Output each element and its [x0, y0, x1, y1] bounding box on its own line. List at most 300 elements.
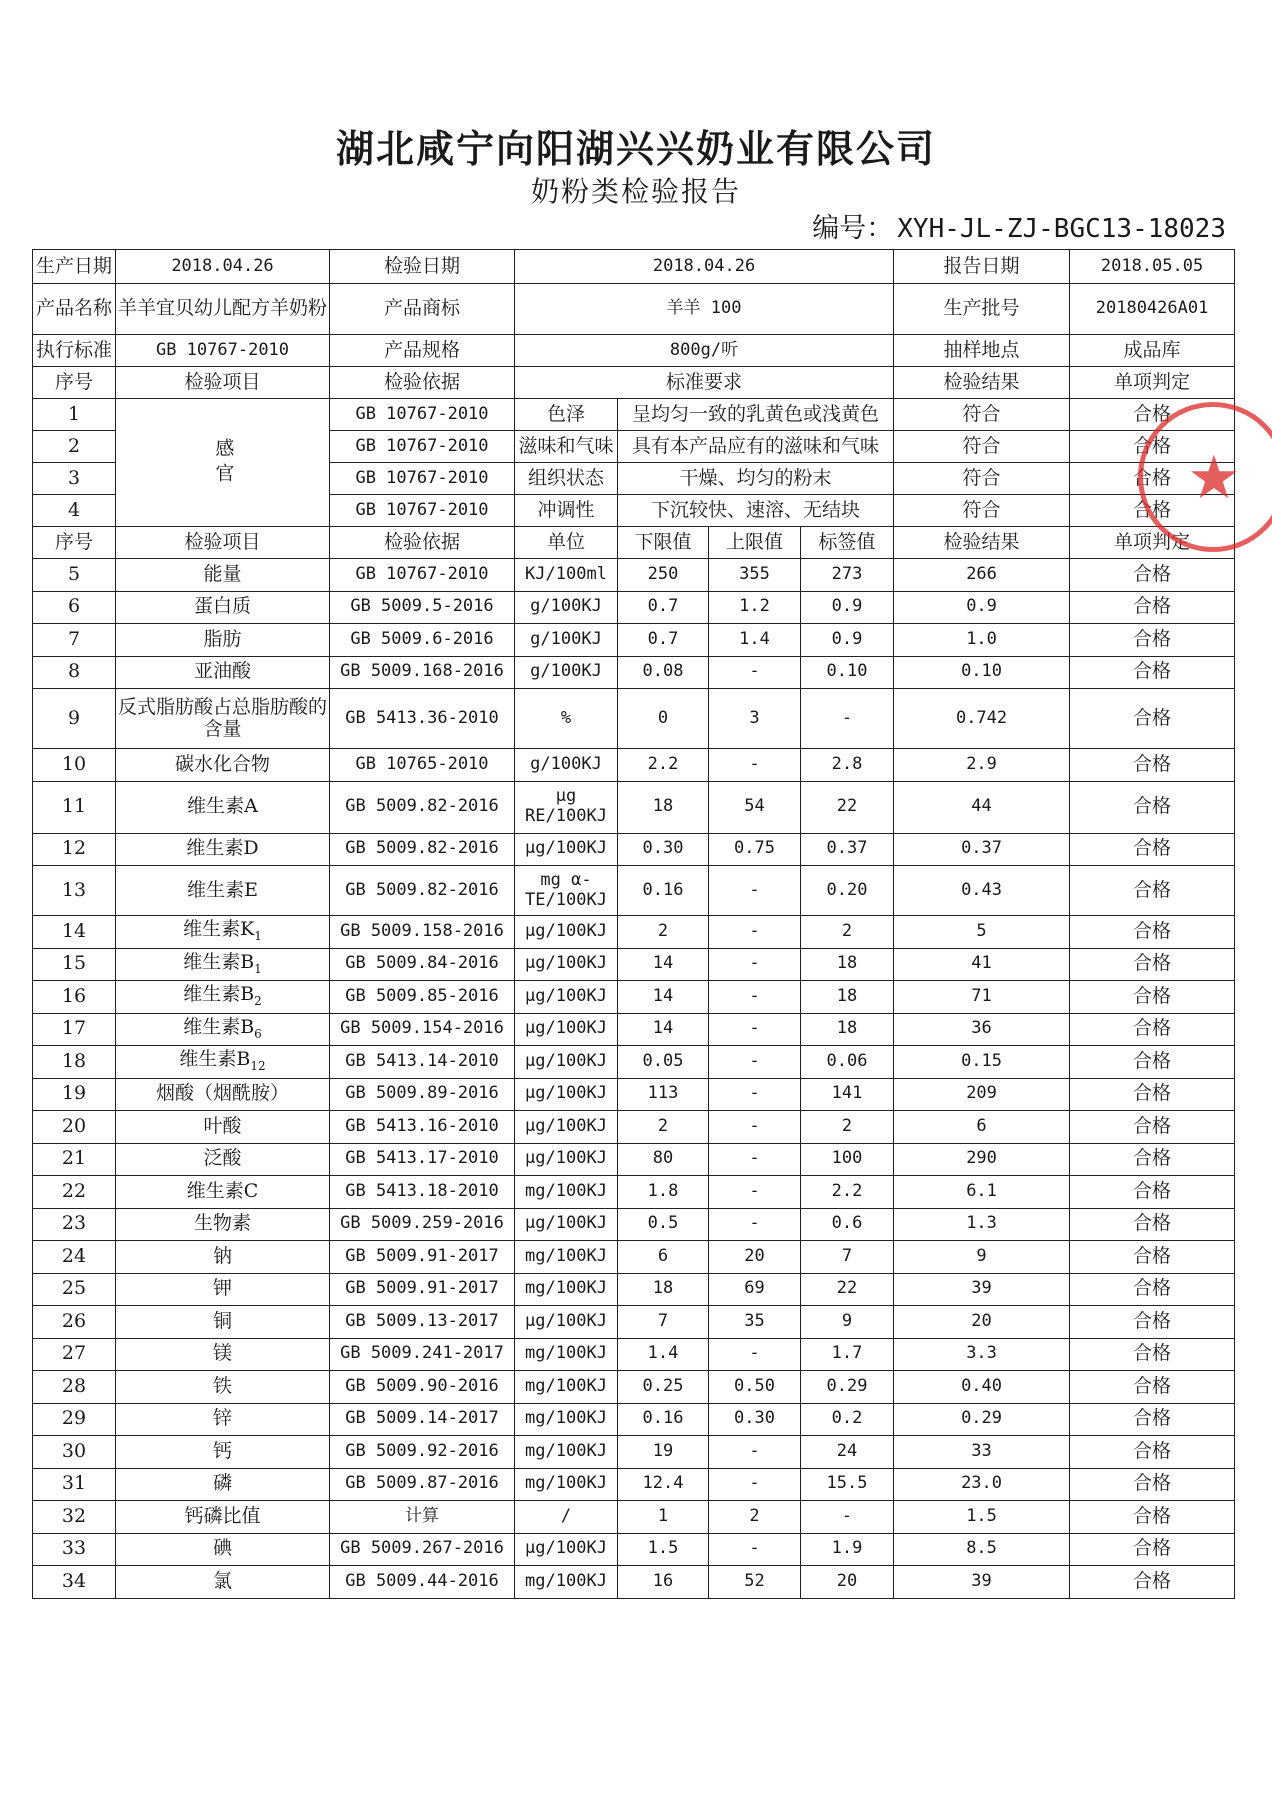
unit: mg α-TE/100KJ — [515, 866, 618, 916]
judgement: 合格 — [1070, 1273, 1235, 1306]
nutrient-row — [33, 1468, 1235, 1501]
label-value: 0.29 — [801, 1371, 894, 1404]
judgement: 合格 — [1070, 431, 1235, 463]
test-item-name: 蛋白质 — [193, 595, 251, 618]
test-result: 0.37 — [894, 833, 1070, 866]
test-result: 0.15 — [894, 1046, 1070, 1079]
test-basis: GB 10767-2010 — [330, 559, 515, 592]
nutrient-row — [33, 916, 1235, 949]
test-item — [116, 1208, 330, 1241]
nutrient-row — [33, 656, 1235, 689]
row-number: 27 — [33, 1338, 116, 1371]
unit: μg/100KJ — [515, 1078, 618, 1111]
test-result: 266 — [894, 559, 1070, 592]
judgement: 合格 — [1070, 749, 1235, 782]
upper-limit: - — [709, 981, 801, 1014]
row-number: 24 — [33, 1241, 116, 1274]
judgement: 合格 — [1070, 1241, 1235, 1274]
nutrient-row — [33, 1273, 1235, 1306]
lower-limit: 14 — [618, 981, 709, 1014]
test-basis: GB 5009.158-2016 — [330, 916, 515, 949]
test-basis: GB 5009.92-2016 — [330, 1436, 515, 1469]
test-item — [116, 1436, 330, 1469]
test-item-name: 亚油酸 — [193, 660, 251, 683]
test-result: 9 — [894, 1241, 1070, 1274]
upper-limit: - — [709, 656, 801, 689]
company-name: 湖北咸宁向阳湖兴兴奶业有限公司 — [335, 126, 936, 171]
row-number: 6 — [33, 591, 116, 624]
nutrient-row — [33, 1371, 1235, 1404]
test-item-name: 碘 — [212, 1537, 232, 1560]
test-basis: GB 5413.14-2010 — [330, 1046, 515, 1079]
test-item-name: 反式脂肪酸占总脂肪酸的含量 — [118, 695, 328, 740]
judgement: 合格 — [1070, 981, 1235, 1014]
test-item-name: 铁 — [212, 1374, 232, 1397]
upper-limit: - — [709, 749, 801, 782]
test-item — [116, 1273, 330, 1306]
test-item — [116, 624, 330, 657]
test-basis: GB 5009.84-2016 — [330, 948, 515, 981]
judgement: 合格 — [1070, 559, 1235, 592]
test-item-name: 钠 — [212, 1244, 232, 1267]
label-value: 2 — [801, 916, 894, 949]
label-value: 0.06 — [801, 1046, 894, 1079]
label-value: 141 — [801, 1078, 894, 1111]
upper-limit: 0.75 — [709, 833, 801, 866]
test-basis: GB 5009.5-2016 — [330, 591, 515, 624]
nutrient-row — [33, 981, 1235, 1014]
header-cell: 检验项目 — [116, 527, 330, 559]
unit: g/100KJ — [515, 624, 618, 657]
row-number: 21 — [33, 1143, 116, 1176]
header-cell: 单项判定 — [1070, 527, 1235, 559]
test-item-name: 维生素D — [186, 837, 259, 860]
test-result: 39 — [894, 1273, 1070, 1306]
info-row — [33, 335, 1235, 367]
nutrient-row — [33, 866, 1235, 916]
nutrient-row — [33, 1566, 1235, 1599]
judgement: 合格 — [1070, 1566, 1235, 1599]
row-number: 31 — [33, 1468, 116, 1501]
judgement: 合格 — [1070, 948, 1235, 981]
info-label: 检验日期 — [330, 250, 515, 284]
test-item — [116, 1371, 330, 1404]
test-basis: GB 10767-2010 — [330, 495, 515, 527]
lower-limit: 14 — [618, 1013, 709, 1046]
upper-limit: 355 — [709, 559, 801, 592]
test-basis: GB 10767-2010 — [330, 463, 515, 495]
upper-limit: 0.50 — [709, 1371, 801, 1404]
test-item — [116, 1306, 330, 1339]
nutrient-row — [33, 1338, 1235, 1371]
row-number: 15 — [33, 948, 116, 981]
judgement: 合格 — [1070, 1111, 1235, 1144]
lower-limit: 18 — [618, 781, 709, 833]
upper-limit: 54 — [709, 781, 801, 833]
test-item-subscript: 12 — [250, 1059, 266, 1074]
test-basis: GB 5009.154-2016 — [330, 1013, 515, 1046]
label-value: 18 — [801, 981, 894, 1014]
test-result: 符合 — [894, 463, 1070, 495]
upper-limit: 0.30 — [709, 1403, 801, 1436]
test-result: 符合 — [894, 399, 1070, 431]
judgement: 合格 — [1070, 833, 1235, 866]
unit: μg/100KJ — [515, 1208, 618, 1241]
lower-limit: 19 — [618, 1436, 709, 1469]
judgement: 合格 — [1070, 1436, 1235, 1469]
info-value: GB 10767-2010 — [116, 335, 330, 367]
judgement: 合格 — [1070, 1208, 1235, 1241]
test-result: 符合 — [894, 431, 1070, 463]
judgement: 合格 — [1070, 1403, 1235, 1436]
test-basis: GB 5009.82-2016 — [330, 833, 515, 866]
lower-limit: 18 — [618, 1273, 709, 1306]
label-value: 1.7 — [801, 1338, 894, 1371]
nutrient-row — [33, 1241, 1235, 1274]
info-label: 产品规格 — [330, 335, 515, 367]
test-item-name: 维生素B — [183, 950, 255, 973]
nutrient-row — [33, 1403, 1235, 1436]
upper-limit: 3 — [709, 689, 801, 749]
lower-limit: 16 — [618, 1566, 709, 1599]
unit: g/100KJ — [515, 656, 618, 689]
sensory-requirement: 下沉较快、速溶、无结块 — [618, 495, 894, 527]
upper-limit: 2 — [709, 1501, 801, 1534]
test-item-name: 维生素A — [187, 795, 258, 818]
test-basis: GB 5413.17-2010 — [330, 1143, 515, 1176]
info-value: 20180426A01 — [1070, 284, 1235, 335]
test-item — [116, 1533, 330, 1566]
header-cell: 检验结果 — [894, 527, 1070, 559]
judgement: 合格 — [1070, 1306, 1235, 1339]
lower-limit: 14 — [618, 948, 709, 981]
header-cell: 下限值 — [618, 527, 709, 559]
test-item — [116, 559, 330, 592]
test-basis: GB 10765-2010 — [330, 749, 515, 782]
row-number: 29 — [33, 1403, 116, 1436]
label-value: 2 — [801, 1111, 894, 1144]
sensory-attribute: 滋味和气味 — [515, 431, 618, 463]
upper-limit: - — [709, 1208, 801, 1241]
lower-limit: 0.5 — [618, 1208, 709, 1241]
info-value: 羊羊宜贝幼儿配方羊奶粉 — [116, 284, 330, 335]
test-basis: GB 5413.18-2010 — [330, 1176, 515, 1209]
label-value: 18 — [801, 948, 894, 981]
row-number: 18 — [33, 1046, 116, 1079]
row-number: 8 — [33, 656, 116, 689]
test-item — [116, 591, 330, 624]
row-number: 2 — [33, 431, 116, 463]
nutrient-row — [33, 1176, 1235, 1209]
test-basis: GB 5009.91-2017 — [330, 1241, 515, 1274]
test-result: 1.5 — [894, 1501, 1070, 1534]
upper-limit: 35 — [709, 1306, 801, 1339]
unit: mg/100KJ — [515, 1436, 618, 1469]
header-cell: 上限值 — [709, 527, 801, 559]
test-item-name: 维生素C — [186, 1179, 259, 1202]
judgement: 合格 — [1070, 1338, 1235, 1371]
upper-limit: - — [709, 948, 801, 981]
header-cell: 序号 — [33, 527, 116, 559]
test-item-name: 镁 — [212, 1342, 232, 1365]
test-basis: GB 5009.13-2017 — [330, 1306, 515, 1339]
test-item-name: 锌 — [212, 1407, 232, 1430]
test-item-subscript: 1 — [254, 961, 262, 976]
row-number: 32 — [33, 1501, 116, 1534]
unit: mg/100KJ — [515, 1176, 618, 1209]
label-value: 7 — [801, 1241, 894, 1274]
info-value: 2018.05.05 — [1070, 250, 1235, 284]
report-title: 奶粉类检验报告 — [530, 175, 741, 208]
test-result: 3.3 — [894, 1338, 1070, 1371]
info-label: 报告日期 — [894, 250, 1070, 284]
info-value: 成品库 — [1070, 335, 1235, 367]
unit: μg/100KJ — [515, 948, 618, 981]
row-number: 23 — [33, 1208, 116, 1241]
test-result: 44 — [894, 781, 1070, 833]
test-basis: GB 5009.90-2016 — [330, 1371, 515, 1404]
row-number: 28 — [33, 1371, 116, 1404]
unit: g/100KJ — [515, 749, 618, 782]
test-item-name: 钙磷比值 — [184, 1504, 261, 1527]
test-basis: GB 10767-2010 — [330, 431, 515, 463]
label-value: 0.9 — [801, 624, 894, 657]
upper-limit: - — [709, 1046, 801, 1079]
test-item — [116, 1013, 330, 1046]
test-item-name: 维生素B — [183, 1015, 255, 1038]
upper-limit: - — [709, 1143, 801, 1176]
label-value: 2.2 — [801, 1176, 894, 1209]
test-basis: GB 10767-2010 — [330, 399, 515, 431]
test-result: 209 — [894, 1078, 1070, 1111]
sensory-requirement: 呈均匀一致的乳黄色或浅黄色 — [618, 399, 894, 431]
test-item-name: 维生素E — [187, 878, 258, 901]
test-item — [116, 833, 330, 866]
unit: mg/100KJ — [515, 1241, 618, 1274]
upper-limit: - — [709, 1338, 801, 1371]
test-basis: GB 5413.36-2010 — [330, 689, 515, 749]
unit: KJ/100ml — [515, 559, 618, 592]
info-label: 执行标准 — [33, 335, 116, 367]
test-result: 0.40 — [894, 1371, 1070, 1404]
test-item — [116, 656, 330, 689]
row-number: 13 — [33, 866, 116, 916]
judgement: 合格 — [1070, 689, 1235, 749]
label-value: 1.9 — [801, 1533, 894, 1566]
test-item — [116, 981, 330, 1014]
judgement: 合格 — [1070, 781, 1235, 833]
judgement: 合格 — [1070, 463, 1235, 495]
test-result: 6 — [894, 1111, 1070, 1144]
test-item — [116, 1338, 330, 1371]
nutrient-row — [33, 1501, 1235, 1534]
unit: μg/100KJ — [515, 1143, 618, 1176]
unit: μg/100KJ — [515, 981, 618, 1014]
test-result: 0.10 — [894, 656, 1070, 689]
upper-limit: - — [709, 916, 801, 949]
nutrient-row — [33, 1533, 1235, 1566]
test-basis: GB 5009.87-2016 — [330, 1468, 515, 1501]
test-item-subscript: 6 — [254, 1026, 262, 1041]
header-cell: 检验项目 — [116, 367, 330, 399]
info-value: 2018.04.26 — [116, 250, 330, 284]
row-number: 5 — [33, 559, 116, 592]
info-label: 抽样地点 — [894, 335, 1070, 367]
test-item — [116, 1176, 330, 1209]
sensory-group-label: 感官 — [116, 399, 330, 527]
row-number: 17 — [33, 1013, 116, 1046]
test-item-name: 钾 — [212, 1277, 232, 1300]
test-item-subscript: 1 — [254, 929, 262, 944]
label-value: 273 — [801, 559, 894, 592]
info-value: 羊羊 100 — [515, 284, 894, 335]
sensory-header-row — [33, 367, 1235, 399]
label-value: 2.8 — [801, 749, 894, 782]
test-item — [116, 689, 330, 749]
unit: / — [515, 1501, 618, 1534]
test-item — [116, 1241, 330, 1274]
unit: μg RE/100KJ — [515, 781, 618, 833]
header-cell: 检验依据 — [330, 367, 515, 399]
label-value: 0.20 — [801, 866, 894, 916]
judgement: 合格 — [1070, 1533, 1235, 1566]
header-cell: 标签值 — [801, 527, 894, 559]
test-item — [116, 1468, 330, 1501]
test-item — [116, 1078, 330, 1111]
lower-limit: 0.7 — [618, 591, 709, 624]
info-label: 产品商标 — [330, 284, 515, 335]
judgement: 合格 — [1070, 866, 1235, 916]
upper-limit: - — [709, 1013, 801, 1046]
test-item-name: 能量 — [203, 562, 242, 585]
test-item — [116, 749, 330, 782]
test-item — [116, 1143, 330, 1176]
nutrient-header-row — [33, 527, 1235, 559]
inspection-table — [32, 249, 1235, 1599]
nutrient-row — [33, 781, 1235, 833]
upper-limit: - — [709, 1468, 801, 1501]
sensory-attribute: 冲调性 — [515, 495, 618, 527]
label-value: 9 — [801, 1306, 894, 1339]
test-basis: GB 5009.241-2017 — [330, 1338, 515, 1371]
test-item-name: 碳水化合物 — [174, 752, 270, 775]
test-basis: GB 5009.89-2016 — [330, 1078, 515, 1111]
test-result: 23.0 — [894, 1468, 1070, 1501]
nutrient-row — [33, 1306, 1235, 1339]
lower-limit: 113 — [618, 1078, 709, 1111]
row-number: 22 — [33, 1176, 116, 1209]
lower-limit: 1.5 — [618, 1533, 709, 1566]
test-result: 0.43 — [894, 866, 1070, 916]
test-basis: GB 5009.85-2016 — [330, 981, 515, 1014]
test-basis: GB 5009.6-2016 — [330, 624, 515, 657]
judgement: 合格 — [1070, 1046, 1235, 1079]
report-number-value: XYH-JL-ZJ-BGC13-18023 — [897, 214, 1226, 244]
test-basis: GB 5009.168-2016 — [330, 656, 515, 689]
upper-limit: 1.4 — [709, 624, 801, 657]
info-row — [33, 284, 1235, 335]
sensory-attribute: 组织状态 — [515, 463, 618, 495]
test-result: 2.9 — [894, 749, 1070, 782]
upper-limit: 52 — [709, 1566, 801, 1599]
judgement: 合格 — [1070, 1176, 1235, 1209]
nutrient-row — [33, 591, 1235, 624]
test-item-name: 钙 — [212, 1439, 232, 1462]
lower-limit: 1.4 — [618, 1338, 709, 1371]
test-item-name: 叶酸 — [203, 1114, 242, 1137]
judgement: 合格 — [1070, 1468, 1235, 1501]
unit: % — [515, 689, 618, 749]
nutrient-row — [33, 948, 1235, 981]
row-number: 9 — [33, 689, 116, 749]
star-icon: ★ — [1187, 443, 1241, 513]
lower-limit: 1 — [618, 1501, 709, 1534]
upper-limit: - — [709, 866, 801, 916]
header-cell: 检验结果 — [894, 367, 1070, 399]
test-result: 5 — [894, 916, 1070, 949]
unit: μg/100KJ — [515, 1111, 618, 1144]
test-item-name: 氯 — [212, 1569, 232, 1592]
unit: g/100KJ — [515, 591, 618, 624]
unit: μg/100KJ — [515, 1046, 618, 1079]
info-label: 生产日期 — [33, 250, 116, 284]
header-cell: 检验依据 — [330, 527, 515, 559]
row-number: 19 — [33, 1078, 116, 1111]
row-number: 14 — [33, 916, 116, 949]
test-result: 0.9 — [894, 591, 1070, 624]
label-value: - — [801, 689, 894, 749]
test-result: 39 — [894, 1566, 1070, 1599]
test-result: 36 — [894, 1013, 1070, 1046]
label-value: 0.10 — [801, 656, 894, 689]
judgement: 合格 — [1070, 399, 1235, 431]
info-value: 800g/听 — [515, 335, 894, 367]
test-result: 290 — [894, 1143, 1070, 1176]
nutrient-row — [33, 1208, 1235, 1241]
unit: mg/100KJ — [515, 1403, 618, 1436]
test-basis: GB 5009.82-2016 — [330, 866, 515, 916]
test-item-name: 生物素 — [193, 1212, 251, 1235]
lower-limit: 1.8 — [618, 1176, 709, 1209]
label-value: 22 — [801, 1273, 894, 1306]
test-item-name: 烟酸（烟酰胺） — [155, 1082, 289, 1105]
test-item-subscript: 2 — [254, 994, 262, 1009]
header-cell: 标准要求 — [515, 367, 894, 399]
header-cell: 单位 — [515, 527, 618, 559]
unit: mg/100KJ — [515, 1566, 618, 1599]
unit: mg/100KJ — [515, 1273, 618, 1306]
lower-limit: 2 — [618, 916, 709, 949]
lower-limit: 2 — [618, 1111, 709, 1144]
test-item — [116, 1111, 330, 1144]
label-value: 22 — [801, 781, 894, 833]
test-result: 0.29 — [894, 1403, 1070, 1436]
info-row — [33, 250, 1235, 284]
test-basis: 计算 — [330, 1501, 515, 1534]
label-value: 0.6 — [801, 1208, 894, 1241]
judgement: 合格 — [1070, 1143, 1235, 1176]
test-result: 1.3 — [894, 1208, 1070, 1241]
nutrient-row — [33, 1111, 1235, 1144]
test-result: 41 — [894, 948, 1070, 981]
test-basis: GB 5413.16-2010 — [330, 1111, 515, 1144]
judgement: 合格 — [1070, 624, 1235, 657]
test-item-name: 泛酸 — [203, 1147, 242, 1170]
unit: μg/100KJ — [515, 833, 618, 866]
label-value: 0.2 — [801, 1403, 894, 1436]
sensory-requirement: 干燥、均匀的粉末 — [618, 463, 894, 495]
judgement: 合格 — [1070, 495, 1235, 527]
